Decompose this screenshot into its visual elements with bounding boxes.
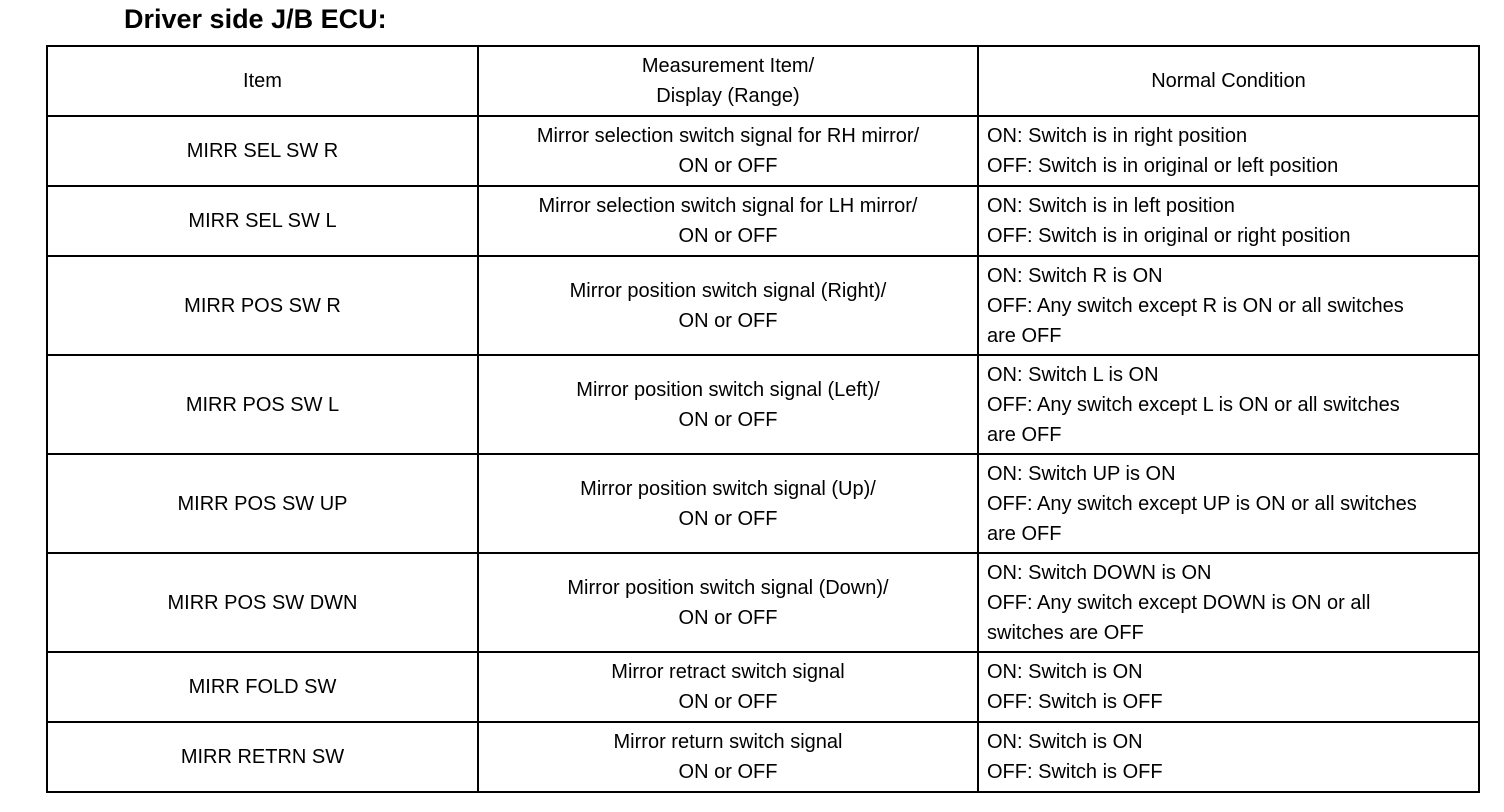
data-list-table	[46, 45, 1480, 793]
condition-line: OFF: Any switch except L is ON or all switches	[987, 393, 1400, 416]
condition-line: OFF: Any switch except DOWN is ON or all	[987, 591, 1371, 614]
condition-line: OFF: Any switch except R is ON or all switches	[987, 294, 1404, 317]
condition-line: OFF: Switch is in original or right position	[987, 225, 1351, 247]
item-name: MIRR POS SW DWN	[167, 591, 358, 614]
measurement-cell	[478, 186, 978, 256]
condition-cell	[978, 652, 1479, 722]
condition-line: switches are OFF	[987, 621, 1144, 644]
condition-cell	[978, 553, 1479, 652]
item-name: MIRR FOLD SW	[188, 676, 337, 698]
item-cell	[47, 116, 478, 186]
table-row	[47, 553, 1479, 652]
item-cell	[47, 454, 478, 553]
item-cell	[47, 186, 478, 256]
condition-cell	[978, 186, 1479, 256]
column-header-condition-label: Normal Condition	[1151, 70, 1306, 92]
measurement-line: ON or OFF	[678, 606, 778, 629]
page-title: Driver side J/B ECU:	[124, 4, 387, 34]
item-name: MIRR POS SW R	[184, 294, 341, 317]
table-row	[47, 355, 1479, 454]
table-row	[47, 186, 1479, 256]
column-header-item-label: Item	[243, 70, 282, 92]
column-header-measurement-line2: Display (Range)	[656, 85, 800, 107]
measurement-line: Mirror selection switch signal for RH mirror/	[536, 125, 920, 147]
measurement-line: Mirror position switch signal (Down)/	[567, 576, 889, 599]
measurement-cell	[478, 355, 978, 454]
condition-line: are OFF	[987, 423, 1062, 446]
column-header-condition	[978, 46, 1479, 116]
table-row	[47, 652, 1479, 722]
item-cell	[47, 722, 478, 792]
measurement-line: Mirror position switch signal (Right)/	[569, 279, 887, 302]
condition-line: OFF: Switch is OFF	[987, 761, 1163, 783]
column-header-measurement	[478, 46, 978, 116]
measurement-line: ON or OFF	[678, 309, 778, 332]
condition-line: are OFF	[987, 522, 1062, 545]
condition-line: ON: Switch R is ON	[987, 264, 1163, 287]
condition-cell	[978, 454, 1479, 553]
measurement-line: ON or OFF	[678, 761, 778, 783]
item-name: MIRR POS SW UP	[177, 492, 348, 515]
condition-line: OFF: Switch is in original or left position	[987, 155, 1339, 177]
item-name: MIRR POS SW L	[185, 393, 340, 416]
item-cell	[47, 553, 478, 652]
measurement-cell	[478, 454, 978, 553]
column-header-measurement-line1: Measurement Item/	[641, 55, 815, 77]
condition-line: ON: Switch is in right position	[987, 125, 1248, 147]
measurement-line: ON or OFF	[678, 691, 778, 713]
measurement-cell	[478, 652, 978, 722]
measurement-cell	[478, 256, 978, 355]
table-row	[47, 116, 1479, 186]
condition-cell	[978, 355, 1479, 454]
table-row	[47, 454, 1479, 553]
measurement-line: Mirror position switch signal (Up)/	[580, 477, 876, 500]
condition-line: ON: Switch L is ON	[987, 363, 1159, 386]
measurement-line: ON or OFF	[678, 507, 778, 530]
measurement-line: Mirror return switch signal	[613, 731, 843, 753]
condition-line: OFF: Any switch except UP is ON or all switches	[987, 492, 1417, 515]
measurement-cell	[478, 553, 978, 652]
table-row	[47, 256, 1479, 355]
condition-line: OFF: Switch is OFF	[987, 691, 1163, 713]
condition-cell	[978, 722, 1479, 792]
item-name: MIRR RETRN SW	[180, 746, 345, 768]
condition-line: ON: Switch UP is ON	[987, 462, 1176, 485]
condition-line: ON: Switch is ON	[987, 731, 1143, 753]
condition-line: ON: Switch is in left position	[987, 195, 1235, 217]
item-cell	[47, 652, 478, 722]
measurement-line: ON or OFF	[678, 225, 778, 247]
item-cell	[47, 256, 478, 355]
column-header-item	[47, 46, 478, 116]
table-header-row	[47, 46, 1479, 116]
item-cell	[47, 355, 478, 454]
measurement-cell	[478, 722, 978, 792]
condition-line: ON: Switch is ON	[987, 661, 1143, 683]
measurement-cell	[478, 116, 978, 186]
measurement-line: ON or OFF	[678, 408, 778, 431]
item-name: MIRR SEL SW R	[186, 140, 339, 162]
measurement-line: Mirror position switch signal (Left)/	[576, 378, 880, 401]
condition-line: are OFF	[987, 324, 1062, 347]
item-name: MIRR SEL SW L	[188, 210, 337, 232]
measurement-line: Mirror retract switch signal	[611, 661, 845, 683]
condition-line: ON: Switch DOWN is ON	[987, 561, 1212, 584]
measurement-line: ON or OFF	[678, 155, 778, 177]
measurement-line: Mirror selection switch signal for LH mirror/	[538, 195, 918, 217]
condition-cell	[978, 116, 1479, 186]
table-row	[47, 722, 1479, 792]
condition-cell	[978, 256, 1479, 355]
